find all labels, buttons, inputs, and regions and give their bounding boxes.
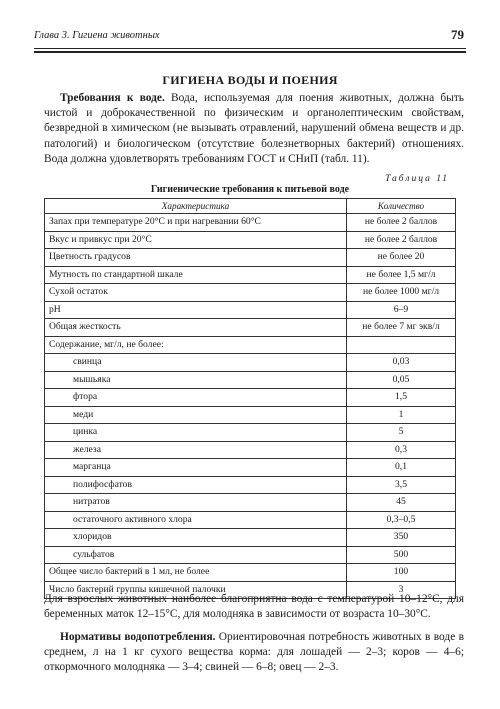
characteristic-cell: Запах при температуре 20°С и при нагревании 60°С <box>45 214 347 232</box>
characteristic-cell: Вкус и привкус при 20°С <box>45 231 347 249</box>
characteristic-cell: нитратов <box>45 494 347 512</box>
table-row <box>45 371 456 389</box>
chapter-title: Глава 3. Гигиена животных <box>34 30 160 41</box>
table-row <box>45 476 456 494</box>
quantity-cell: 350 <box>347 529 456 547</box>
table-row <box>45 511 456 529</box>
table-row <box>45 249 456 267</box>
quantity-cell: 5 <box>347 424 456 442</box>
characteristic-cell: остаточного активного хлора <box>45 511 347 529</box>
paragraph-water-consumption <box>44 630 464 676</box>
table-row <box>45 494 456 512</box>
table-row <box>45 301 456 319</box>
table-row <box>45 284 456 302</box>
table-row <box>45 529 456 547</box>
characteristic-cell: Мутность по стандартной шкале <box>45 266 347 284</box>
table-body <box>45 214 456 599</box>
characteristic-cell: Цветность градусов <box>45 249 347 267</box>
characteristic-cell: полифосфатов <box>45 476 347 494</box>
paragraph-text: Ориентировочная потребность животных в воде в среднем, л на 1 кг сухого вещества корма: для лошадей — 2–3; коров — 4–6; откормочного молодняка — 3–4; свиней — 6–8; овец — 2–3. <box>44 631 464 674</box>
quantity-cell <box>347 336 456 354</box>
characteristic-cell: свинца <box>45 354 347 372</box>
quantity-cell: 100 <box>347 564 456 582</box>
characteristic-cell: фтора <box>45 389 347 407</box>
quantity-cell: не более 2 баллов <box>347 214 456 232</box>
table-row <box>45 459 456 477</box>
quantity-cell: 0,3 <box>347 441 456 459</box>
characteristic-cell: мышьяка <box>45 371 347 389</box>
characteristic-cell: меди <box>45 406 347 424</box>
characteristic-cell: марганца <box>45 459 347 477</box>
table-row <box>45 214 456 232</box>
quantity-cell: не более 7 мг экв/л <box>347 319 456 337</box>
quantity-cell: 45 <box>347 494 456 512</box>
characteristic-cell: Сухой остаток <box>45 284 347 302</box>
running-header <box>34 27 466 49</box>
table-row <box>45 319 456 337</box>
characteristic-cell: pH <box>45 301 347 319</box>
quantity-cell: не более 1,5 мг/л <box>347 266 456 284</box>
column-header-characteristic: Характеристика <box>45 199 347 214</box>
quantity-cell: 3 <box>347 581 456 599</box>
table-row <box>45 231 456 249</box>
characteristic-cell: цинка <box>45 424 347 442</box>
quantity-cell: не более 2 баллов <box>347 231 456 249</box>
requirements-table <box>44 198 456 599</box>
table-row <box>45 406 456 424</box>
table-row <box>45 546 456 564</box>
characteristic-cell: железа <box>45 441 347 459</box>
quantity-cell: не более 20 <box>347 249 456 267</box>
table-row <box>45 564 456 582</box>
header-rule <box>34 48 466 49</box>
table-row <box>45 266 456 284</box>
quantity-cell: 1,5 <box>347 389 456 407</box>
table-row <box>45 424 456 442</box>
quantity-cell: 0,3–0,5 <box>347 511 456 529</box>
table-header-row <box>45 199 456 214</box>
characteristic-cell: Общая жесткость <box>45 319 347 337</box>
characteristic-cell: Число бактерий группы кишечной палочки <box>45 581 347 599</box>
quantity-cell: 500 <box>347 546 456 564</box>
quantity-cell: 0,03 <box>347 354 456 372</box>
table-row <box>45 336 456 354</box>
table-title: Гигиенические требования к питьевой воде <box>150 184 350 195</box>
paragraph-lead: Требования к воде. <box>60 92 165 104</box>
quantity-cell: 0,05 <box>347 371 456 389</box>
characteristic-cell: сульфатов <box>45 546 347 564</box>
characteristic-cell: Общее число бактерий в 1 мл, не более <box>45 564 347 582</box>
header-rule-thick <box>34 51 466 53</box>
quantity-cell: не более 1000 мг/л <box>347 284 456 302</box>
quantity-cell: 1 <box>347 406 456 424</box>
quantity-cell: 6–9 <box>347 301 456 319</box>
table-row <box>45 389 456 407</box>
quantity-cell: 3,5 <box>347 476 456 494</box>
table-reference: Таблица 11 <box>385 174 449 184</box>
paragraph-temperature: Для взрослых животных наиболее благоприятна вода с температурой 10–12°С, для беременных маток 12–15°С, для молодняка в зависимости от возраста 10–30°С. <box>44 593 464 621</box>
table-row <box>45 441 456 459</box>
section-title: ГИГИЕНА ВОДЫ И ПОЕНИЯ <box>162 73 338 87</box>
paragraph-text: Вода, используемая для поения животных, должна быть чистой и доброкачественной по физическим и органолептическим свойствам, безвредной в химическом (не вызывать отравлений, нарушений обмена веществ и др. патологий) и биологическом (отсутствие болезнетворных бактерий) отношениях. Вода должна удовлетворять требованиям ГОСТ и СНиП (табл. 11). <box>44 92 464 165</box>
characteristic-cell: хлоридов <box>45 529 347 547</box>
paragraph-lead: Нормативы водопотребления. <box>60 631 216 643</box>
paragraph-water-requirements <box>44 91 464 167</box>
table-row <box>45 354 456 372</box>
page-number: 79 <box>451 27 464 42</box>
quantity-cell: 0,1 <box>347 459 456 477</box>
column-header-quantity: Количество <box>347 199 456 214</box>
characteristic-cell: Содержание, мг/л, не более: <box>45 336 347 354</box>
